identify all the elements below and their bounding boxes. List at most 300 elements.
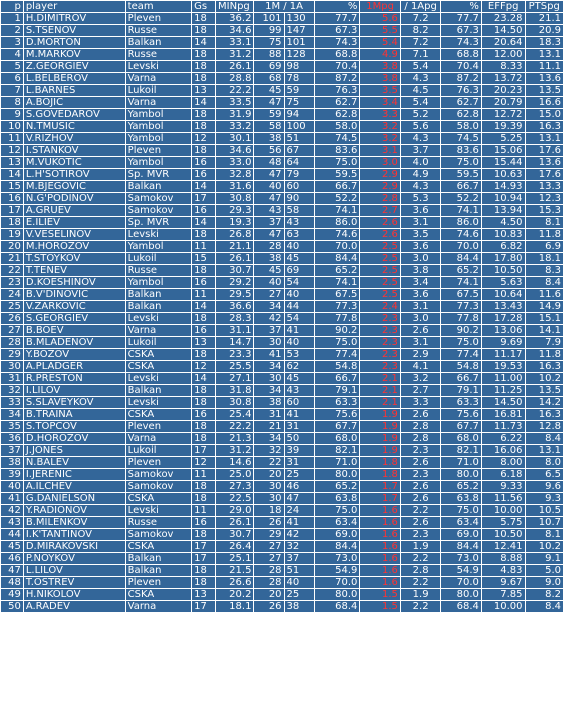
cell-player[interactable]: D.MORTON <box>24 37 125 48</box>
table-row <box>1 421 563 432</box>
cell-games: 18 <box>192 349 215 360</box>
cell-made: 28 <box>254 565 283 576</box>
cell-eff: 15.44 <box>482 157 525 168</box>
cell-rank: 36 <box>1 433 23 444</box>
cell-eff: 8.33 <box>482 61 525 72</box>
cell-rank: 4 <box>1 49 23 60</box>
cell-pct: 77.3 <box>315 301 360 312</box>
cell-player[interactable]: A.ILCHEV <box>24 481 125 492</box>
cell-pct-2: 74.5 <box>441 133 481 144</box>
cell-player[interactable]: S.GOVEDAROV <box>24 109 125 120</box>
cell-eff: 20.79 <box>482 97 525 108</box>
cell-eff: 7.85 <box>482 589 525 600</box>
cell-rank: 33 <box>1 397 23 408</box>
cell-player[interactable]: S.SLAVEYKOV <box>24 397 125 408</box>
cell-player[interactable]: P.NOYKOV <box>24 553 125 564</box>
cell-attempted: 24 <box>285 505 314 516</box>
cell-player[interactable]: A.BOJIC <box>24 97 125 108</box>
cell-attempted-pg: 2.9 <box>401 349 441 360</box>
cell-pts: 11.6 <box>526 289 564 300</box>
cell-made-pg: 1.6 <box>360 541 400 552</box>
col-header-minutes[interactable]: MINpg <box>216 1 253 12</box>
cell-team: Varna <box>126 601 191 612</box>
cell-team: Levski <box>126 61 191 72</box>
cell-games: 18 <box>192 529 215 540</box>
cell-player[interactable]: N.BALEV <box>24 457 125 468</box>
cell-attempted: 47 <box>285 493 314 504</box>
cell-pct: 77.7 <box>315 13 360 24</box>
cell-team: Yambol <box>126 277 191 288</box>
cell-player[interactable]: M.MARKOV <box>24 49 125 60</box>
cell-made: 31 <box>254 409 283 420</box>
table-row <box>1 529 563 540</box>
cell-attempted: 59 <box>285 85 314 96</box>
cell-pts: 8.2 <box>526 589 564 600</box>
col-header-rank[interactable]: p <box>1 1 23 12</box>
cell-made-pg: 3.2 <box>360 121 400 132</box>
cell-pct: 63.3 <box>315 397 360 408</box>
cell-made: 27 <box>254 289 283 300</box>
cell-pts: 8.4 <box>526 433 564 444</box>
cell-games: 18 <box>192 73 215 84</box>
table-row <box>1 493 563 504</box>
cell-eff: 5.75 <box>482 517 525 528</box>
cell-player[interactable]: B.MILENKOV <box>24 517 125 528</box>
table-row <box>1 181 563 192</box>
table-row <box>1 229 563 240</box>
cell-pct-2: 75.6 <box>441 409 481 420</box>
cell-pts: 8.4 <box>526 277 564 288</box>
cell-pts: 7.9 <box>526 337 564 348</box>
cell-player[interactable]: D.KOESHINOV <box>24 277 125 288</box>
cell-pct-2: 67.3 <box>441 25 481 36</box>
col-header-eff[interactable]: EFFpg <box>482 1 525 12</box>
cell-attempted: 53 <box>285 349 314 360</box>
cell-player[interactable]: A.PLADGER <box>24 361 125 372</box>
cell-pct-2: 74.3 <box>441 37 481 48</box>
cell-attempted: 75 <box>285 97 314 108</box>
cell-made-pg: 2.6 <box>360 217 400 228</box>
cell-made-pg: 3.2 <box>360 133 400 144</box>
cell-pct: 70.4 <box>315 61 360 72</box>
cell-player[interactable]: T.TENEV <box>24 265 125 276</box>
cell-games: 16 <box>192 205 215 216</box>
cell-minutes: 31.8 <box>216 385 253 396</box>
cell-made: 28 <box>254 577 283 588</box>
cell-eff: 13.43 <box>482 301 525 312</box>
cell-team: Samokov <box>126 193 191 204</box>
cell-games: 11 <box>192 241 215 252</box>
cell-rank: 24 <box>1 289 23 300</box>
cell-player[interactable]: M.HOROZOV <box>24 241 125 252</box>
cell-minutes: 34.6 <box>216 145 253 156</box>
cell-made: 43 <box>254 205 283 216</box>
table-row <box>1 277 563 288</box>
col-header-pct[interactable]: % <box>315 1 360 12</box>
col-header-pts[interactable]: PTSpg <box>526 1 564 12</box>
col-header-pct-2[interactable]: % <box>441 1 481 12</box>
cell-made: 99 <box>254 25 283 36</box>
cell-pct: 68.0 <box>315 433 360 444</box>
cell-pts: 14.9 <box>526 301 564 312</box>
cell-pct: 54.8 <box>315 361 360 372</box>
cell-pct-2: 90.2 <box>441 325 481 336</box>
cell-attempted: 46 <box>285 481 314 492</box>
cell-pct-2: 67.7 <box>441 421 481 432</box>
cell-player[interactable]: D.HOROZOV <box>24 433 125 444</box>
cell-attempted: 51 <box>285 565 314 576</box>
cell-attempted: 51 <box>285 133 314 144</box>
cell-games: 18 <box>192 145 215 156</box>
cell-pct-2: 77.7 <box>441 13 481 24</box>
cell-minutes: 26.1 <box>216 517 253 528</box>
cell-player[interactable]: Y.BOZOV <box>24 349 125 360</box>
cell-rank: 3 <box>1 37 23 48</box>
cell-made-pg: 3.3 <box>360 109 400 120</box>
cell-pts: 17.6 <box>526 169 564 180</box>
cell-rank: 46 <box>1 553 23 564</box>
cell-pts: 13.5 <box>526 385 564 396</box>
cell-minutes: 19.3 <box>216 217 253 228</box>
cell-player[interactable]: V.ZARKOVIC <box>24 301 125 312</box>
cell-attempted: 58 <box>285 205 314 216</box>
cell-games: 18 <box>192 109 215 120</box>
cell-made-pg: 2.3 <box>360 361 400 372</box>
cell-minutes: 28.3 <box>216 313 253 324</box>
cell-pct: 77.8 <box>315 313 360 324</box>
cell-rank: 12 <box>1 145 23 156</box>
table-row <box>1 481 563 492</box>
cell-rank: 9 <box>1 109 23 120</box>
cell-minutes: 25.4 <box>216 409 253 420</box>
cell-pct: 80.0 <box>315 589 360 600</box>
table-row <box>1 265 563 276</box>
cell-attempted: 45 <box>285 373 314 384</box>
cell-player[interactable]: S.GEORGIEV <box>24 313 125 324</box>
table-row <box>1 289 563 300</box>
cell-games: 17 <box>192 541 215 552</box>
cell-player[interactable]: B.MLADENOV <box>24 337 125 348</box>
cell-games: 17 <box>192 601 215 612</box>
cell-eff: 9.69 <box>482 337 525 348</box>
cell-player[interactable]: A.RADEV <box>24 601 125 612</box>
cell-player[interactable]: H.NIKOLOV <box>24 589 125 600</box>
cell-pct-2: 74.1 <box>441 205 481 216</box>
col-header-player[interactable]: player <box>24 1 125 12</box>
cell-pct: 83.6 <box>315 145 360 156</box>
cell-made: 48 <box>254 157 283 168</box>
table-row <box>1 457 563 468</box>
cell-player[interactable]: I.STANKOV <box>24 145 125 156</box>
cell-player[interactable]: E.ILIEV <box>24 217 125 228</box>
header-row <box>1 1 563 12</box>
cell-rank: 18 <box>1 217 23 228</box>
cell-games: 18 <box>192 265 215 276</box>
cell-eff: 9.33 <box>482 481 525 492</box>
cell-pts: 5.0 <box>526 565 564 576</box>
cell-eff: 12.41 <box>482 541 525 552</box>
cell-minutes: 31.2 <box>216 49 253 60</box>
cell-rank: 8 <box>1 97 23 108</box>
cell-player[interactable]: I.K'TANTINOV <box>24 529 125 540</box>
cell-made: 42 <box>254 313 283 324</box>
cell-attempted-pg: 3.8 <box>401 265 441 276</box>
cell-pct-2: 77.8 <box>441 313 481 324</box>
cell-player[interactable]: T.STOYKOV <box>24 253 125 264</box>
cell-made: 41 <box>254 349 283 360</box>
cell-games: 13 <box>192 589 215 600</box>
cell-made-pg: 2.6 <box>360 229 400 240</box>
cell-pts: 15.1 <box>526 313 564 324</box>
cell-pts: 6.9 <box>526 241 564 252</box>
cell-made: 47 <box>254 97 283 108</box>
table-row <box>1 565 563 576</box>
cell-pts: 20.9 <box>526 25 564 36</box>
cell-attempted: 39 <box>285 445 314 456</box>
cell-pct: 75.0 <box>315 505 360 516</box>
cell-eff: 6.22 <box>482 433 525 444</box>
cell-minutes: 29.2 <box>216 277 253 288</box>
cell-team: Varna <box>126 325 191 336</box>
cell-pts: 16.3 <box>526 121 564 132</box>
cell-pts: 11.1 <box>526 61 564 72</box>
table-row <box>1 193 563 204</box>
cell-pct-2: 68.8 <box>441 49 481 60</box>
cell-pct-2: 71.0 <box>441 457 481 468</box>
table-row <box>1 145 563 156</box>
table-row <box>1 157 563 168</box>
cell-pts: 8.4 <box>526 601 564 612</box>
table-row <box>1 397 563 408</box>
cell-pct-2: 79.1 <box>441 385 481 396</box>
cell-minutes: 34.6 <box>216 25 253 36</box>
cell-pts: 13.5 <box>526 85 564 96</box>
cell-player[interactable]: T.OSTREV <box>24 577 125 588</box>
cell-eff: 4.83 <box>482 565 525 576</box>
cell-attempted: 101 <box>285 37 314 48</box>
cell-player[interactable]: V.VESELINOV <box>24 229 125 240</box>
cell-pct-2: 80.0 <box>441 589 481 600</box>
cell-made-pg: 2.5 <box>360 265 400 276</box>
cell-attempted-pg: 2.6 <box>401 493 441 504</box>
cell-player[interactable]: J.JONES <box>24 445 125 456</box>
cell-attempted: 31 <box>285 457 314 468</box>
cell-attempted-pg: 3.2 <box>401 373 441 384</box>
cell-attempted-pg: 7.1 <box>401 49 441 60</box>
cell-games: 16 <box>192 409 215 420</box>
table-row <box>1 217 563 228</box>
cell-made: 28 <box>254 241 283 252</box>
cell-pts: 10.7 <box>526 517 564 528</box>
cell-player[interactable]: L.H'SOTIROV <box>24 169 125 180</box>
table-row <box>1 313 563 324</box>
cell-team: Samokov <box>126 205 191 216</box>
cell-minutes: 30.8 <box>216 193 253 204</box>
cell-team: Levski <box>126 373 191 384</box>
col-header-made-pg[interactable]: 1Mpg <box>360 1 400 12</box>
cell-minutes: 31.1 <box>216 325 253 336</box>
cell-player[interactable]: G.DANIELSON <box>24 493 125 504</box>
cell-player[interactable]: B.V'DINOVIC <box>24 289 125 300</box>
cell-attempted: 45 <box>285 253 314 264</box>
cell-attempted-pg: 2.6 <box>401 457 441 468</box>
cell-made-pg: 5.4 <box>360 37 400 48</box>
cell-eff: 12.72 <box>482 109 525 120</box>
cell-rank: 10 <box>1 121 23 132</box>
cell-pts: 13.6 <box>526 157 564 168</box>
cell-player[interactable]: M.BJEGOVIC <box>24 181 125 192</box>
table-row <box>1 469 563 480</box>
cell-eff: 10.83 <box>482 229 525 240</box>
cell-games: 17 <box>192 553 215 564</box>
cell-attempted-pg: 3.7 <box>401 145 441 156</box>
cell-team: Balkan <box>126 37 191 48</box>
cell-made: 47 <box>254 193 283 204</box>
cell-attempted-pg: 2.6 <box>401 325 441 336</box>
cell-games: 16 <box>192 169 215 180</box>
cell-made: 40 <box>254 277 283 288</box>
cell-games: 16 <box>192 517 215 528</box>
cell-pct-2: 58.0 <box>441 121 481 132</box>
cell-rank: 48 <box>1 577 23 588</box>
cell-pct: 73.0 <box>315 553 360 564</box>
cell-player[interactable]: N.G'PODINOV <box>24 193 125 204</box>
cell-player[interactable]: D.MIRAKOVSKI <box>24 541 125 552</box>
cell-minutes: 33.5 <box>216 97 253 108</box>
cell-made: 69 <box>254 61 283 72</box>
cell-player[interactable]: L.BARNES <box>24 85 125 96</box>
cell-attempted: 41 <box>285 409 314 420</box>
cell-attempted: 94 <box>285 109 314 120</box>
cell-player[interactable]: N.TMUSIC <box>24 121 125 132</box>
cell-player[interactable]: R.PRESTON <box>24 373 125 384</box>
cell-made: 56 <box>254 145 283 156</box>
cell-made-pg: 3.0 <box>360 157 400 168</box>
cell-pct: 84.4 <box>315 541 360 552</box>
cell-made-pg: 5.5 <box>360 25 400 36</box>
cell-pct: 62.7 <box>315 97 360 108</box>
cell-rank: 30 <box>1 361 23 372</box>
cell-pct-2: 77.4 <box>441 349 481 360</box>
cell-player[interactable]: A.GRUEV <box>24 205 125 216</box>
cell-player[interactable]: V.RIZHOV <box>24 133 125 144</box>
cell-made: 45 <box>254 85 283 96</box>
cell-pct: 67.5 <box>315 289 360 300</box>
cell-made-pg: 1.6 <box>360 505 400 516</box>
cell-player[interactable]: M.VUKOTIC <box>24 157 125 168</box>
cell-rank: 49 <box>1 589 23 600</box>
cell-rank: 21 <box>1 253 23 264</box>
cell-pct-2: 65.2 <box>441 265 481 276</box>
cell-attempted: 100 <box>285 121 314 132</box>
cell-made: 27 <box>254 541 283 552</box>
cell-eff: 19.39 <box>482 121 525 132</box>
col-header-team[interactable]: team <box>126 1 191 12</box>
cell-rank: 40 <box>1 481 23 492</box>
cell-attempted: 38 <box>285 601 314 612</box>
cell-pct: 68.8 <box>315 49 360 60</box>
cell-pts: 9.3 <box>526 493 564 504</box>
cell-player[interactable]: I.JERENIC <box>24 469 125 480</box>
cell-player[interactable]: Y.RADIONOV <box>24 505 125 516</box>
cell-player[interactable]: L.LILOV <box>24 565 125 576</box>
cell-eff: 10.00 <box>482 601 525 612</box>
cell-player[interactable]: B.BOEV <box>24 325 125 336</box>
col-header-games[interactable]: Gs <box>192 1 215 12</box>
cell-attempted-pg: 2.2 <box>401 577 441 588</box>
cell-eff: 14.50 <box>482 25 525 36</box>
cell-pts: 9.6 <box>526 481 564 492</box>
cell-player[interactable]: B.TRAINA <box>24 409 125 420</box>
cell-made-pg: 3.4 <box>360 97 400 108</box>
cell-rank: 17 <box>1 205 23 216</box>
cell-pct: 66.7 <box>315 181 360 192</box>
cell-pts: 12.8 <box>526 421 564 432</box>
cell-team: Russe <box>126 49 191 60</box>
table-row <box>1 169 563 180</box>
cell-attempted: 69 <box>285 265 314 276</box>
cell-minutes: 31.6 <box>216 181 253 192</box>
cell-eff: 6.82 <box>482 241 525 252</box>
col-header-made-attempted[interactable]: 1M / 1A <box>254 1 313 12</box>
cell-attempted: 40 <box>285 289 314 300</box>
cell-games: 13 <box>192 85 215 96</box>
cell-pts: 21.1 <box>526 13 564 24</box>
cell-pct-2: 74.1 <box>441 277 481 288</box>
cell-made-pg: 1.8 <box>360 457 400 468</box>
cell-player[interactable]: L.BELBEROV <box>24 73 125 84</box>
cell-pct: 77.4 <box>315 349 360 360</box>
cell-attempted: 79 <box>285 169 314 180</box>
cell-games: 11 <box>192 469 215 480</box>
cell-pts: 10.2 <box>526 541 564 552</box>
cell-pct: 74.1 <box>315 205 360 216</box>
cell-team: Pleven <box>126 577 191 588</box>
cell-player[interactable]: H.DIMITROV <box>24 13 125 24</box>
cell-team: Levski <box>126 229 191 240</box>
cell-attempted-pg: 2.8 <box>401 433 441 444</box>
cell-made-pg: 3.1 <box>360 145 400 156</box>
cell-attempted: 147 <box>285 25 314 36</box>
cell-eff: 14.93 <box>482 181 525 192</box>
cell-pct-2: 87.2 <box>441 73 481 84</box>
cell-rank: 31 <box>1 373 23 384</box>
cell-player[interactable]: Z.GEORGIEV <box>24 61 125 72</box>
cell-pct-2: 54.8 <box>441 361 481 372</box>
cell-player[interactable]: S.TSENOV <box>24 25 125 36</box>
cell-minutes: 27.1 <box>216 373 253 384</box>
cell-minutes: 29.0 <box>216 505 253 516</box>
cell-games: 18 <box>192 25 215 36</box>
cell-pct: 54.9 <box>315 565 360 576</box>
cell-pts: 13.6 <box>526 73 564 84</box>
cell-pct: 71.0 <box>315 457 360 468</box>
cell-team: Russe <box>126 25 191 36</box>
cell-made: 26 <box>254 517 283 528</box>
cell-made: 47 <box>254 169 283 180</box>
cell-minutes: 28.8 <box>216 73 253 84</box>
cell-player[interactable]: I.LILOV <box>24 385 125 396</box>
table-row <box>1 109 563 120</box>
table-row <box>1 13 563 24</box>
cell-pct: 52.2 <box>315 193 360 204</box>
col-header-attempted-pg[interactable]: / 1Apg <box>401 1 441 12</box>
cell-attempted-pg: 3.3 <box>401 397 441 408</box>
cell-player[interactable]: S.TOPCOV <box>24 421 125 432</box>
cell-games: 16 <box>192 277 215 288</box>
cell-eff: 15.06 <box>482 145 525 156</box>
cell-made-pg: 4.9 <box>360 49 400 60</box>
